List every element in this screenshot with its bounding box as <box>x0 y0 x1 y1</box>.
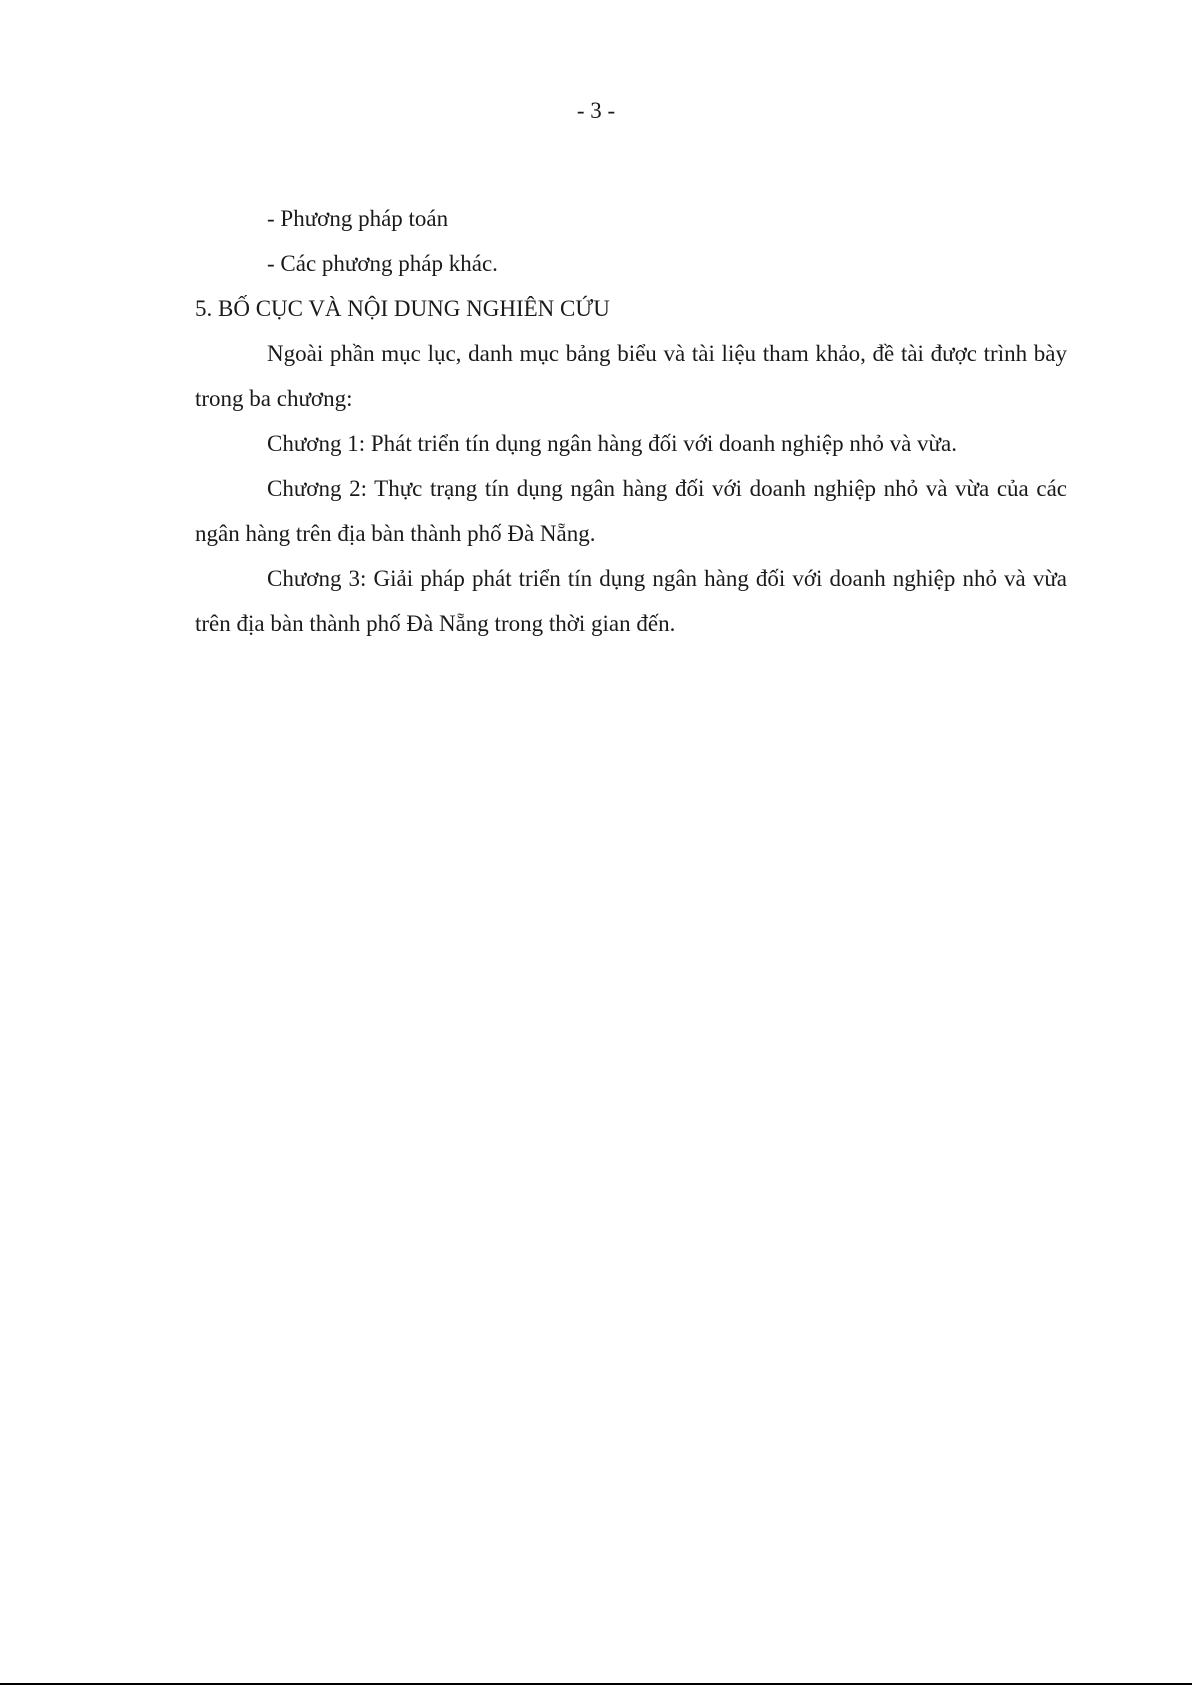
document-body <box>195 196 1067 646</box>
intro-paragraph: Ngoài phần mục lục, danh mục bảng biểu và tài liệu tham khảo, đề tài được trình bày trong ba chương: <box>195 341 1067 411</box>
bullet-method-math: - Phương pháp toán <box>267 206 449 231</box>
section-heading: 5. BỐ CỤC VÀ NỘI DUNG NGHIÊN CỨU <box>195 296 610 321</box>
page-number: - 3 - <box>576 98 616 123</box>
bullet-method-other: - Các phương pháp khác. <box>267 251 498 276</box>
chapter-2-paragraph: Chương 2: Thực trạng tín dụng ngân hàng đối với doanh nghiệp nhỏ và vừa của các ngân hàng trên địa bàn thành phố Đà Nẵng. <box>195 476 1067 546</box>
chapter-1-paragraph: Chương 1: Phát triển tín dụng ngân hàng đối với doanh nghiệp nhỏ và vừa. <box>267 431 957 456</box>
chapter-3-paragraph: Chương 3: Giải pháp phát triển tín dụng ngân hàng đối với doanh nghiệp nhỏ và vừa trên địa bàn thành phố Đà Nẵng trong thời gian đến. <box>195 566 1067 636</box>
